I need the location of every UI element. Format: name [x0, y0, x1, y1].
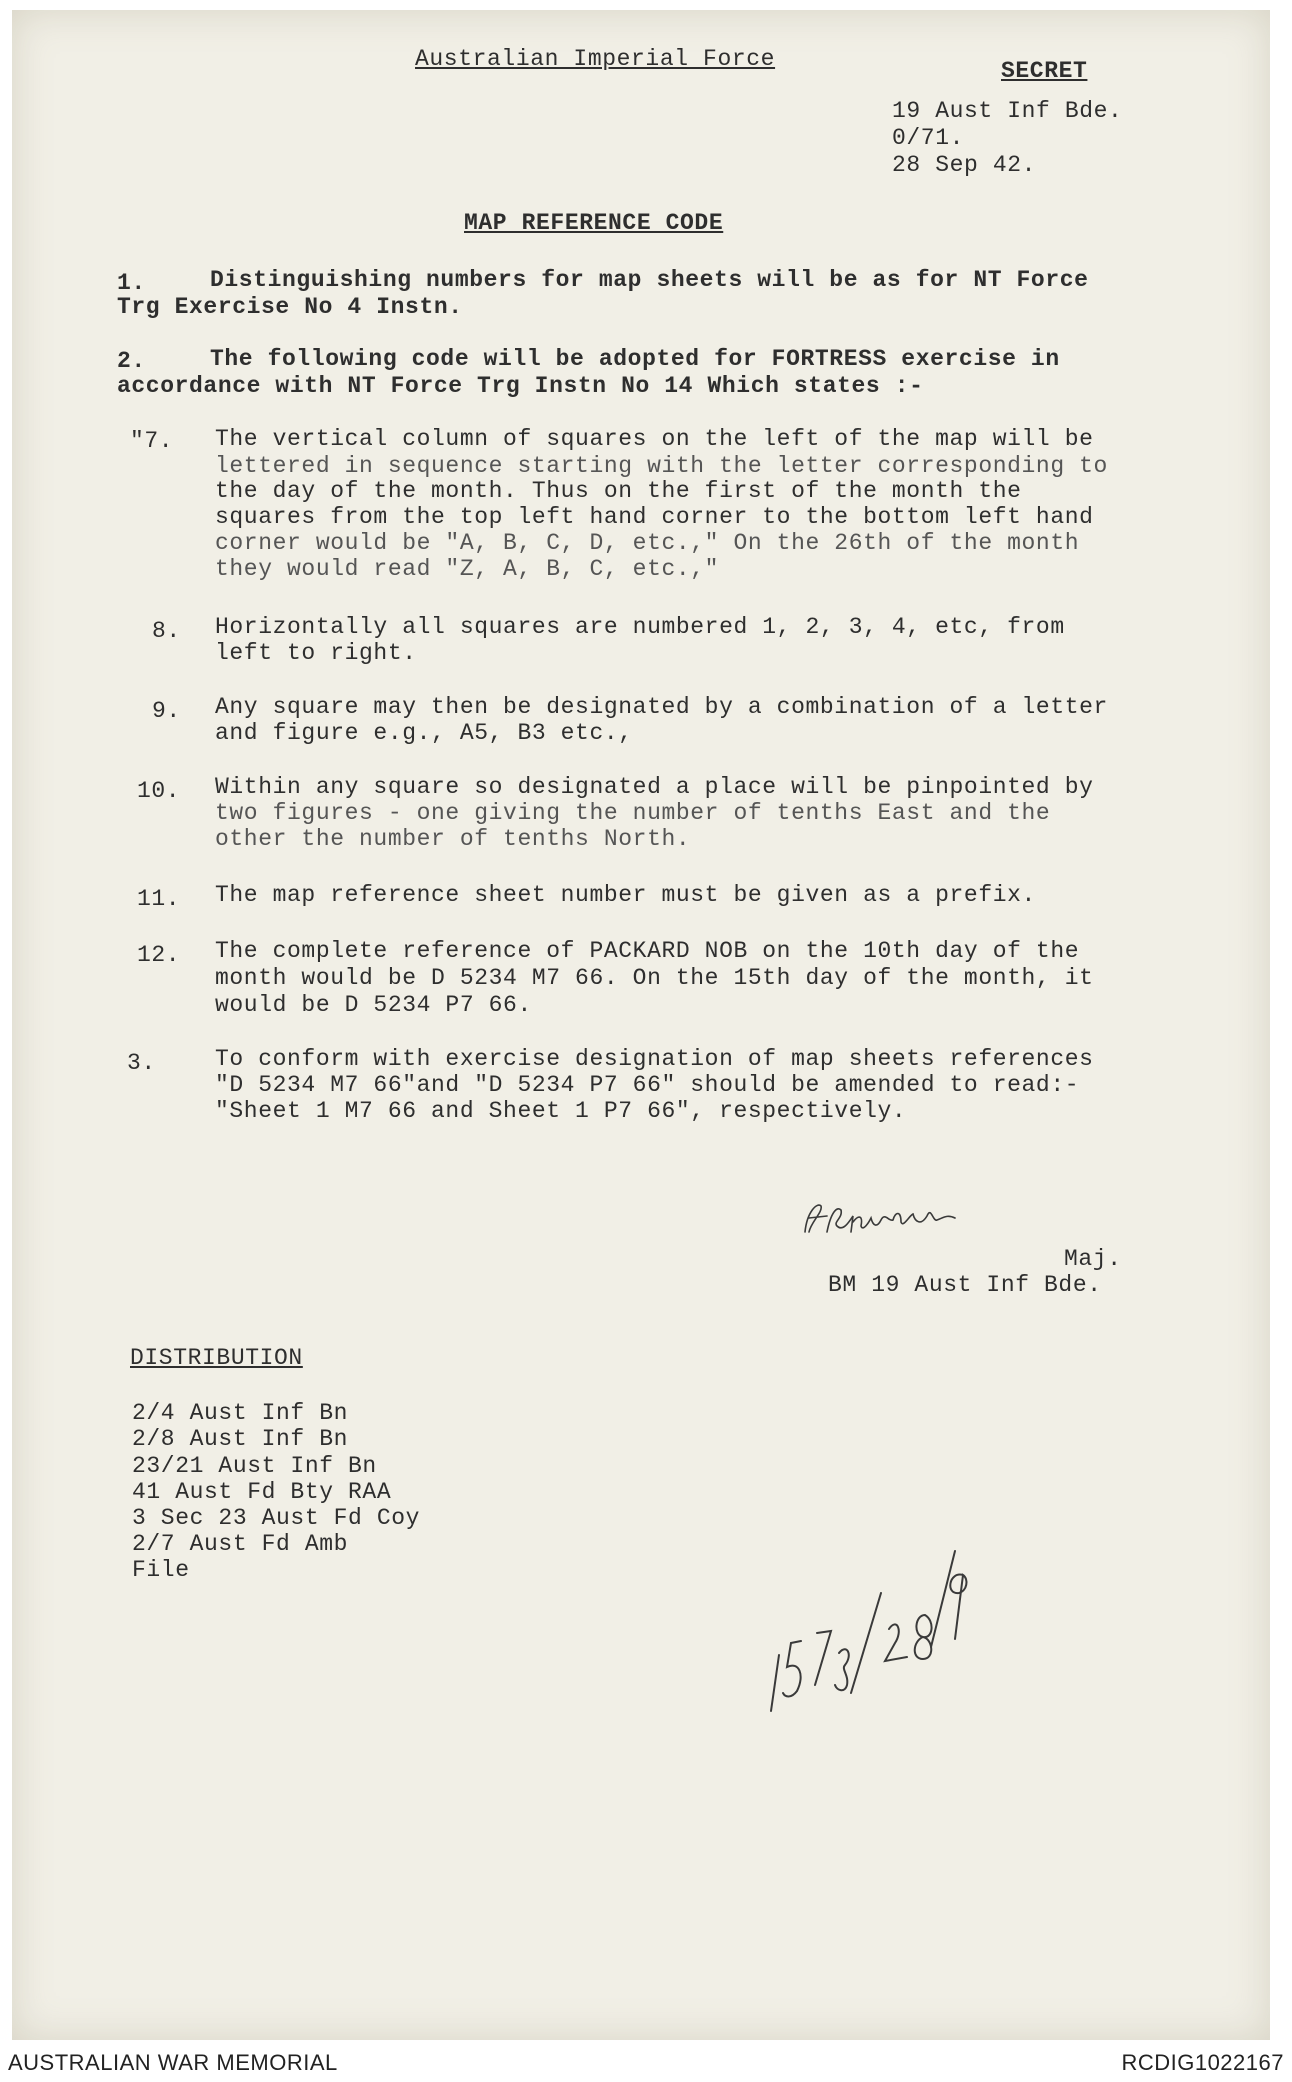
distribution-item: 3 Sec 23 Aust Fd Coy [132, 1505, 421, 1531]
sub-8-line-1: Horizontally all squares are numbered 1, 2, 3, 4, etc, from [215, 614, 1065, 640]
document-date: 28 Sep 42. [892, 152, 1037, 178]
distribution-item: 23/21 Aust Inf Bn [132, 1453, 377, 1479]
distribution-item: 41 Aust Fd Bty RAA [132, 1479, 392, 1505]
distribution-item: 2/8 Aust Inf Bn [132, 1426, 349, 1452]
sub-12-line-1: The complete reference of PACKARD NOB on the 10th day of the [215, 938, 1080, 964]
sub-11-number: 11. [137, 886, 181, 912]
para-3-number: 3. [127, 1050, 156, 1076]
classification-label: SECRET [1001, 58, 1088, 84]
unit-line: 19 Aust Inf Bde. [892, 98, 1123, 124]
sub-8-number: 8. [152, 618, 181, 644]
para-1-line-2: Trg Exercise No 4 Instn. [117, 294, 463, 320]
sub-12-line-2: month would be D 5234 M7 66. On the 15th day of the month, it [215, 965, 1094, 991]
reference-number: 0/71. [892, 125, 965, 151]
sub-7-line-6: they would read "Z, A, B, C, etc.," [215, 556, 720, 582]
distribution-item: 2/4 Aust Inf Bn [132, 1400, 349, 1426]
sub-12-line-3: would be D 5234 P7 66. [215, 992, 532, 1018]
para-1-number: 1. [117, 270, 146, 296]
sub-7-line-4: squares from the top left hand corner to the bottom left hand [215, 504, 1094, 530]
header-title: Australian Imperial Force [415, 46, 776, 72]
sub-9-line-2: and figure e.g., A5, B3 etc., [215, 720, 633, 746]
distribution-item: File [132, 1557, 190, 1583]
sub-7-line-1: The vertical column of squares on the left of the map will be [215, 426, 1094, 452]
para-2-line-2: accordance with NT Force Trg Instn No 14 Which states :- [117, 373, 924, 399]
sub-7-number: "7. [130, 428, 174, 454]
signature-appointment: BM 19 Aust Inf Bde. [828, 1272, 1102, 1298]
sub-12-number: 12. [137, 942, 181, 968]
distribution-heading: DISTRIBUTION [130, 1345, 303, 1371]
sub-7-line-5: corner would be "A, B, C, D, etc.," On the 26th of the month [215, 530, 1080, 556]
pencil-annotation [757, 1535, 987, 1725]
sub-10-line-3: other the number of tenths North. [215, 826, 691, 852]
document-sheet [12, 10, 1270, 2040]
distribution-item: 2/7 Aust Fd Amb [132, 1531, 349, 1557]
sub-9-line-1: Any square may then be designated by a combination of a letter [215, 694, 1108, 720]
para-1-line-1: Distinguishing numbers for map sheets will be as for NT Force [210, 267, 1089, 293]
sub-9-number: 9. [152, 698, 181, 724]
sub-10-line-2: two figures - one giving the number of tenths East and the [215, 800, 1051, 826]
sub-8-line-2: left to right. [215, 640, 417, 666]
footer-catalogue-id: RCDIG1022167 [1121, 2050, 1284, 2075]
sub-10-line-1: Within any square so designated a place will be pinpointed by [215, 774, 1094, 800]
document-title: MAP REFERENCE CODE [464, 210, 724, 236]
sub-10-number: 10. [137, 778, 181, 804]
para-3-line-2: "D 5234 M7 66"and "D 5234 P7 66" should be amended to read:- [215, 1072, 1080, 1098]
para-3-line-3: "Sheet 1 M7 66 and Sheet 1 P7 66", respectively. [215, 1098, 907, 1124]
signature [797, 1192, 987, 1252]
para-2-number: 2. [117, 348, 146, 374]
sub-11-line-1: The map reference sheet number must be given as a prefix. [215, 882, 1036, 908]
para-2-line-1: The following code will be adopted for FORTRESS exercise in [210, 346, 1060, 372]
para-3-line-1: To conform with exercise designation of map sheets references [215, 1046, 1094, 1072]
sub-7-line-3: the day of the month. Thus on the first of the month the [215, 478, 1022, 504]
footer-source: AUSTRALIAN WAR MEMORIAL [8, 2050, 338, 2075]
sub-7-line-2: lettered in sequence starting with the letter corresponding to [215, 453, 1108, 479]
signature-rank: Maj. [1064, 1246, 1122, 1272]
